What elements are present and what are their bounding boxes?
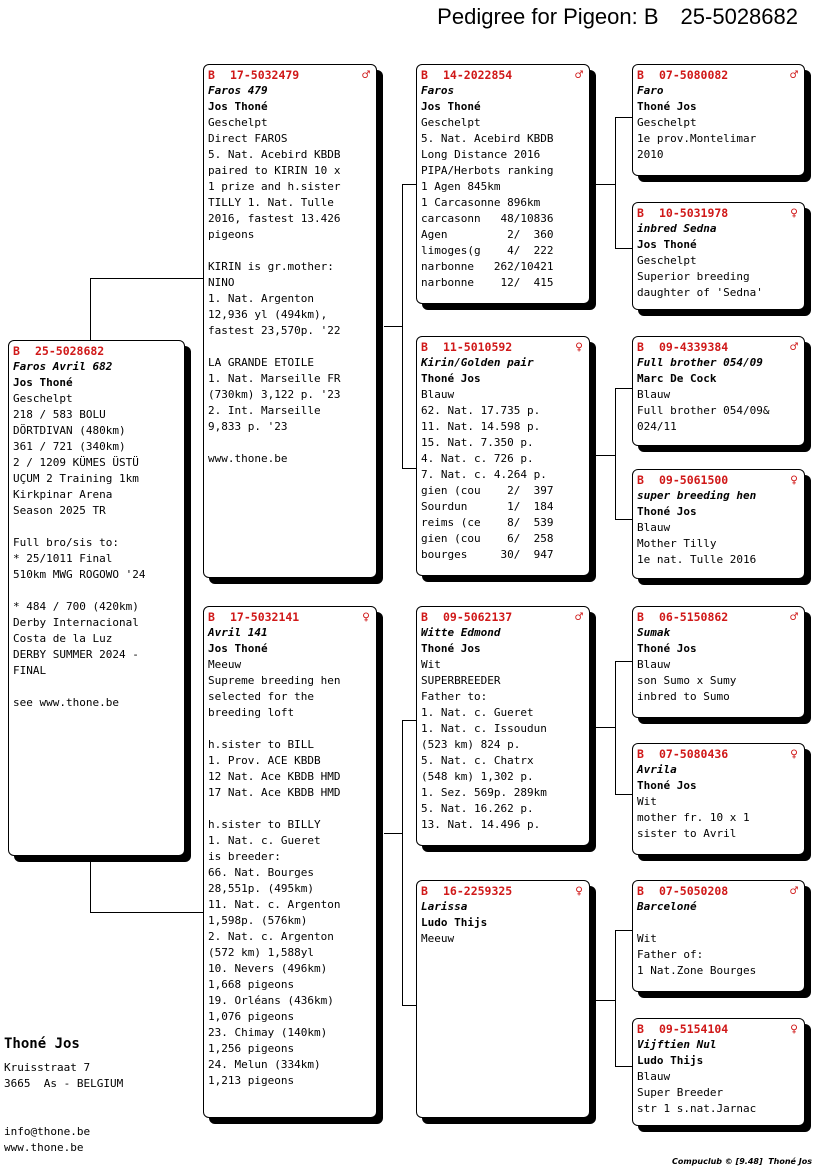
card-header — [637, 1022, 800, 1037]
info-line: (730km) 3,122 p. '23 — [208, 388, 341, 401]
card-header — [208, 68, 372, 83]
info-line: 23. Chimay (140km) — [208, 1026, 328, 1039]
info-line: bourges 30/ 947 — [421, 548, 554, 561]
card-header — [208, 610, 372, 625]
breeder-name: Jos Thoné — [208, 100, 268, 113]
info-line: Kirkpinar Arena — [13, 488, 113, 501]
info-line: Father of: — [637, 948, 704, 961]
info-line: 10. Nevers (496km) — [208, 962, 328, 975]
info-line: www.thone.be — [208, 452, 288, 465]
info-line: Blauw — [421, 388, 455, 401]
info-line: 19. Orléans (436km) — [208, 994, 334, 1007]
country-code: B — [637, 747, 644, 761]
info-line: Season 2025 TR — [13, 504, 106, 517]
pigeon-name: Larissa — [421, 900, 468, 913]
pigeon-name: Full brother 054/09 — [637, 356, 763, 369]
info-line: selected for the — [208, 690, 314, 703]
pigeon-card-dam-sire — [416, 606, 590, 846]
ring-number: 09-5061500 — [659, 473, 729, 487]
info-line: Costa de la Luz — [13, 632, 113, 645]
info-line: Meeuw — [208, 658, 242, 671]
info-line: son Sumo x Sumy — [637, 674, 737, 687]
pigeon-card-dam — [203, 606, 377, 1118]
info-line: 1e prov.Montelimar — [637, 132, 757, 145]
info-line — [208, 721, 372, 737]
female-icon: ♀ — [575, 884, 583, 899]
breeder-name: Jos Thoné — [421, 100, 481, 113]
info-line: daughter of 'Sedna' — [637, 286, 763, 299]
info-line — [13, 679, 180, 695]
ring-number: 25-5028682 — [35, 344, 105, 358]
info-line: UÇUM 2 Training 1km — [13, 472, 139, 485]
country-code: B — [421, 340, 428, 354]
info-line: Geschelpt — [637, 116, 697, 129]
info-line: Father to: — [421, 690, 488, 703]
ring-number: 17-5032141 — [230, 610, 300, 624]
pigeon-name: Sumak — [637, 626, 671, 639]
card-header — [637, 206, 800, 221]
info-line: breeding loft — [208, 706, 295, 719]
info-line: Wit — [637, 795, 657, 808]
country-code: B — [208, 68, 215, 82]
info-line: narbonne 262/10421 — [421, 260, 554, 273]
country-code: B — [637, 206, 644, 220]
info-line: Mother Tilly — [637, 537, 717, 550]
info-line: fastest 23,570p. '22 — [208, 324, 341, 337]
info-line: Wit — [421, 658, 441, 671]
info-line: 5. Nat. Acebird KBDB — [421, 132, 554, 145]
info-line: 2 / 1209 KÜMES ÜSTÜ — [13, 456, 139, 469]
info-line: Long Distance 2016 — [421, 148, 541, 161]
info-line: KIRIN is gr.mother: — [208, 260, 334, 273]
info-line: Super Breeder — [637, 1086, 724, 1099]
country-code: B — [637, 884, 644, 898]
info-line: 1. Nat. c. Gueret — [421, 706, 534, 719]
card-header — [637, 68, 800, 83]
info-line: Direct FAROS — [208, 132, 288, 145]
info-line: 2. Int. Marseille — [208, 404, 321, 417]
country-code: B — [637, 1022, 644, 1036]
info-line: 5. Nat. Acebird KBDB — [208, 148, 341, 161]
info-line: (572 km) 1,588yl — [208, 946, 314, 959]
owner-city: 3665 As - BELGIUM — [4, 1077, 124, 1090]
info-line — [13, 519, 180, 535]
info-line — [208, 339, 372, 355]
female-icon: ♀ — [575, 340, 583, 355]
pigeon-card-sire-sire-sire — [632, 64, 805, 176]
pigeon-card-sire-sire — [416, 64, 590, 304]
info-line: Blauw — [637, 521, 671, 534]
info-line: 1e nat. Tulle 2016 — [637, 553, 757, 566]
pigeon-card-dam-sire-dam — [632, 743, 805, 855]
ring-number: 09-5154104 — [659, 1022, 729, 1036]
country-code: B — [421, 68, 428, 82]
owner-name: Thoné Jos — [4, 1036, 80, 1052]
owner-street: Kruisstraat 7 — [4, 1061, 91, 1074]
card-header — [421, 68, 585, 83]
info-line: 24. Melun (334km) — [208, 1058, 321, 1071]
info-line: 2010 — [637, 148, 664, 161]
breeder-name: Thoné Jos — [637, 642, 697, 655]
pigeon-name: Avrila — [637, 763, 677, 776]
pigeon-card-dam-dam — [416, 880, 590, 1118]
info-line: 1. Nat. Argenton — [208, 292, 314, 305]
female-icon: ♀ — [790, 1022, 798, 1037]
pigeon-name: Barceloné — [637, 900, 697, 913]
country-code: B — [637, 610, 644, 624]
info-line: * 484 / 700 (420km) — [13, 600, 139, 613]
info-line: Geschelpt — [637, 254, 697, 267]
info-line: Derby Internacional — [13, 616, 139, 629]
breeder-name: Jos Thoné — [637, 238, 697, 251]
ring-number: 10-5031978 — [659, 206, 729, 220]
info-line: sister to Avril — [637, 827, 737, 840]
info-line: h.sister to BILL — [208, 738, 314, 751]
pigeon-card-dam-sire-sire — [632, 606, 805, 718]
info-line: 12,936 yl (494km), — [208, 308, 328, 321]
breeder-name: Ludo Thijs — [421, 916, 488, 929]
breeder-name: Thoné Jos — [421, 642, 481, 655]
info-line: limoges(g 4/ 222 — [421, 244, 554, 257]
info-line: (523 km) 824 p. — [421, 738, 521, 751]
breeder-name: Thoné Jos — [421, 372, 481, 385]
info-line: pigeons — [208, 228, 255, 241]
pigeon-name: Faros Avril 682 — [13, 360, 113, 373]
info-line: 1,076 pigeons — [208, 1010, 295, 1023]
card-header — [13, 344, 180, 359]
male-icon: ♂ — [362, 68, 370, 83]
info-line: 1,213 pigeons — [208, 1074, 295, 1087]
card-header — [421, 884, 585, 899]
card-header — [637, 340, 800, 355]
info-line: 1,256 pigeons — [208, 1042, 295, 1055]
info-line: 15. Nat. 7.350 p. — [421, 436, 534, 449]
info-line: Agen 2/ 360 — [421, 228, 554, 241]
info-line: 024/11 — [637, 420, 677, 433]
ring-number: 16-2259325 — [443, 884, 513, 898]
pigeon-name: inbred Sedna — [637, 222, 717, 235]
breeder-name: Ludo Thijs — [637, 1054, 704, 1067]
info-line: Superior breeding — [637, 270, 750, 283]
info-line: PIPA/Herbots ranking — [421, 164, 554, 177]
info-line: 1 prize and h.sister — [208, 180, 341, 193]
pigeon-card-dam-dam-sire — [632, 880, 805, 992]
male-icon: ♂ — [790, 610, 798, 625]
pigeon-name: Faro — [637, 84, 664, 97]
footer-credit: Compuclub © [9.48] Thoné Jos — [671, 1157, 812, 1166]
info-line: str 1 s.nat.Jarnac — [637, 1102, 757, 1115]
info-line: Full brother 054/09& — [637, 404, 770, 417]
male-icon: ♂ — [575, 68, 583, 83]
info-line: 28,551p. (495km) — [208, 882, 314, 895]
pigeon-name: Vijftien Nul — [637, 1038, 717, 1051]
ring-number: 17-5032479 — [230, 68, 300, 82]
pigeon-name: Avril 141 — [208, 626, 268, 639]
female-icon: ♀ — [362, 610, 370, 625]
ring-number: 11-5010592 — [443, 340, 513, 354]
info-line: 1. Nat. c. Issoudun — [421, 722, 547, 735]
info-line: LA GRANDE ETOILE — [208, 356, 314, 369]
info-line: 17 Nat. Ace KBDB HMD — [208, 786, 341, 799]
breeder-name: Thoné Jos — [637, 505, 697, 518]
pigeon-name: super breeding hen — [637, 489, 757, 502]
info-line: gien (cou 2/ 397 — [421, 484, 554, 497]
info-line: 11. Nat. 14.598 p. — [421, 420, 541, 433]
info-line: DÖRTDIVAN (480km) — [13, 424, 126, 437]
info-line: Blauw — [637, 388, 671, 401]
card-header — [421, 340, 585, 355]
female-icon: ♀ — [790, 206, 798, 221]
male-icon: ♂ — [790, 68, 798, 83]
breeder-name — [637, 915, 800, 931]
pigeon-card-sire-dam — [416, 336, 590, 576]
info-line: 1. Prov. ACE KBDB — [208, 754, 321, 767]
info-line: Wit — [637, 932, 657, 945]
info-line: 5. Nat. c. Chatrx — [421, 754, 534, 767]
info-line: 1. Sez. 569p. 289km — [421, 786, 547, 799]
info-line: narbonne 12/ 415 — [421, 276, 554, 289]
page-title: Pedigree for Pigeon: B 25-5028682 — [437, 4, 798, 29]
country-code: B — [637, 68, 644, 82]
info-line: Meeuw — [421, 932, 455, 945]
info-line: 7. Nat. c. 4.264 p. — [421, 468, 547, 481]
country-code: B — [208, 610, 215, 624]
info-line: 62. Nat. 17.735 p. — [421, 404, 541, 417]
ring-number: 09-4339384 — [659, 340, 729, 354]
info-line: 1 Agen 845km — [421, 180, 501, 193]
info-line: 510km MWG ROGOWO '24 — [13, 568, 146, 581]
info-line: Blauw — [637, 658, 671, 671]
breeder-name: Jos Thoné — [13, 376, 73, 389]
ring-number: 09-5062137 — [443, 610, 513, 624]
info-line: paired to KIRIN 10 x — [208, 164, 341, 177]
info-line: 218 / 583 BOLU — [13, 408, 106, 421]
country-code: B — [421, 884, 428, 898]
info-line: TILLY 1. Nat. Tulle — [208, 196, 334, 209]
info-line: 2016, fastest 13.426 — [208, 212, 341, 225]
ring-number: 07-5050208 — [659, 884, 729, 898]
pigeon-card-sire-dam-dam — [632, 469, 805, 579]
info-line: Geschelpt — [208, 116, 268, 129]
info-line: 13. Nat. 14.496 p. — [421, 818, 541, 831]
country-code: B — [637, 473, 644, 487]
pigeon-card-dam-dam-dam — [632, 1018, 805, 1126]
info-line: 1. Nat. c. Gueret — [208, 834, 321, 847]
pigeon-card-sire — [203, 64, 377, 578]
male-icon: ♂ — [575, 610, 583, 625]
info-line: Full bro/sis to: — [13, 536, 119, 549]
ring-number: 06-5150862 — [659, 610, 729, 624]
info-line: Geschelpt — [421, 116, 481, 129]
pigeon-name: Kirin/Golden pair — [421, 356, 534, 369]
info-line: SUPERBREEDER — [421, 674, 501, 687]
info-line: (548 km) 1,302 p. — [421, 770, 534, 783]
info-line — [208, 801, 372, 817]
ring-number: 07-5080082 — [659, 68, 729, 82]
info-line: Supreme breeding hen — [208, 674, 341, 687]
ring-number: 14-2022854 — [443, 68, 513, 82]
info-line: inbred to Sumo — [637, 690, 730, 703]
info-line: reims (ce 8/ 539 — [421, 516, 554, 529]
info-line: 1,598p. (576km) — [208, 914, 308, 927]
ring-number: 07-5080436 — [659, 747, 729, 761]
info-line: 1 Carcasonne 896km — [421, 196, 541, 209]
pigeon-card-sire-dam-sire — [632, 336, 805, 446]
male-icon: ♂ — [790, 884, 798, 899]
info-line: carcasonn 48/10836 — [421, 212, 554, 225]
pigeon-name: Faros 479 — [208, 84, 268, 97]
info-line: Geschelpt — [13, 392, 73, 405]
info-line: 4. Nat. c. 726 p. — [421, 452, 534, 465]
breeder-name: Marc De Cock — [637, 372, 717, 385]
info-line: 1 Nat.Zone Bourges — [637, 964, 757, 977]
breeder-name: Jos Thoné — [208, 642, 268, 655]
info-line: FINAL — [13, 664, 47, 677]
country-code: B — [13, 344, 20, 358]
owner-website[interactable]: www.thone.be — [4, 1141, 84, 1154]
info-line: 1,668 pigeons — [208, 978, 295, 991]
info-line: 12 Nat. Ace KBDB HMD — [208, 770, 341, 783]
card-header — [637, 473, 800, 488]
info-line: * 25/1011 Final — [13, 552, 113, 565]
pigeon-card-sire-sire-dam — [632, 202, 805, 310]
pigeon-name: Faros — [421, 84, 455, 97]
info-line: DERBY SUMMER 2024 - — [13, 648, 139, 661]
info-line: see www.thone.be — [13, 696, 119, 709]
card-header — [637, 610, 800, 625]
info-line — [208, 435, 372, 451]
info-line: 11. Nat. c. Argenton — [208, 898, 341, 911]
info-line — [208, 243, 372, 259]
info-line: h.sister to BILLY — [208, 818, 321, 831]
card-header — [637, 747, 800, 762]
info-line: 66. Nat. Bourges — [208, 866, 314, 879]
pigeon-card-subject — [8, 340, 185, 856]
owner-email[interactable]: info@thone.be — [4, 1125, 91, 1138]
country-code: B — [637, 340, 644, 354]
info-line: Blauw — [637, 1070, 671, 1083]
info-line: is breeder: — [208, 850, 281, 863]
info-line: 361 / 721 (340km) — [13, 440, 126, 453]
info-line: 1. Nat. Marseille FR — [208, 372, 341, 385]
info-line: gien (cou 6/ 258 — [421, 532, 554, 545]
female-icon: ♀ — [790, 473, 798, 488]
breeder-name: Thoné Jos — [637, 100, 697, 113]
pigeon-name: Witte Edmond — [421, 626, 501, 639]
card-header — [421, 610, 585, 625]
male-icon: ♂ — [790, 340, 798, 355]
info-line: Sourdun 1/ 184 — [421, 500, 554, 513]
info-line — [13, 583, 180, 599]
info-line: NINO — [208, 276, 235, 289]
info-line: 9,833 p. '23 — [208, 420, 288, 433]
breeder-name: Thoné Jos — [637, 779, 697, 792]
info-line: 5. Nat. 16.262 p. — [421, 802, 534, 815]
info-line: mother fr. 10 x 1 — [637, 811, 750, 824]
country-code: B — [421, 610, 428, 624]
info-line: 2. Nat. c. Argenton — [208, 930, 334, 943]
card-header — [637, 884, 800, 899]
female-icon: ♀ — [790, 747, 798, 762]
